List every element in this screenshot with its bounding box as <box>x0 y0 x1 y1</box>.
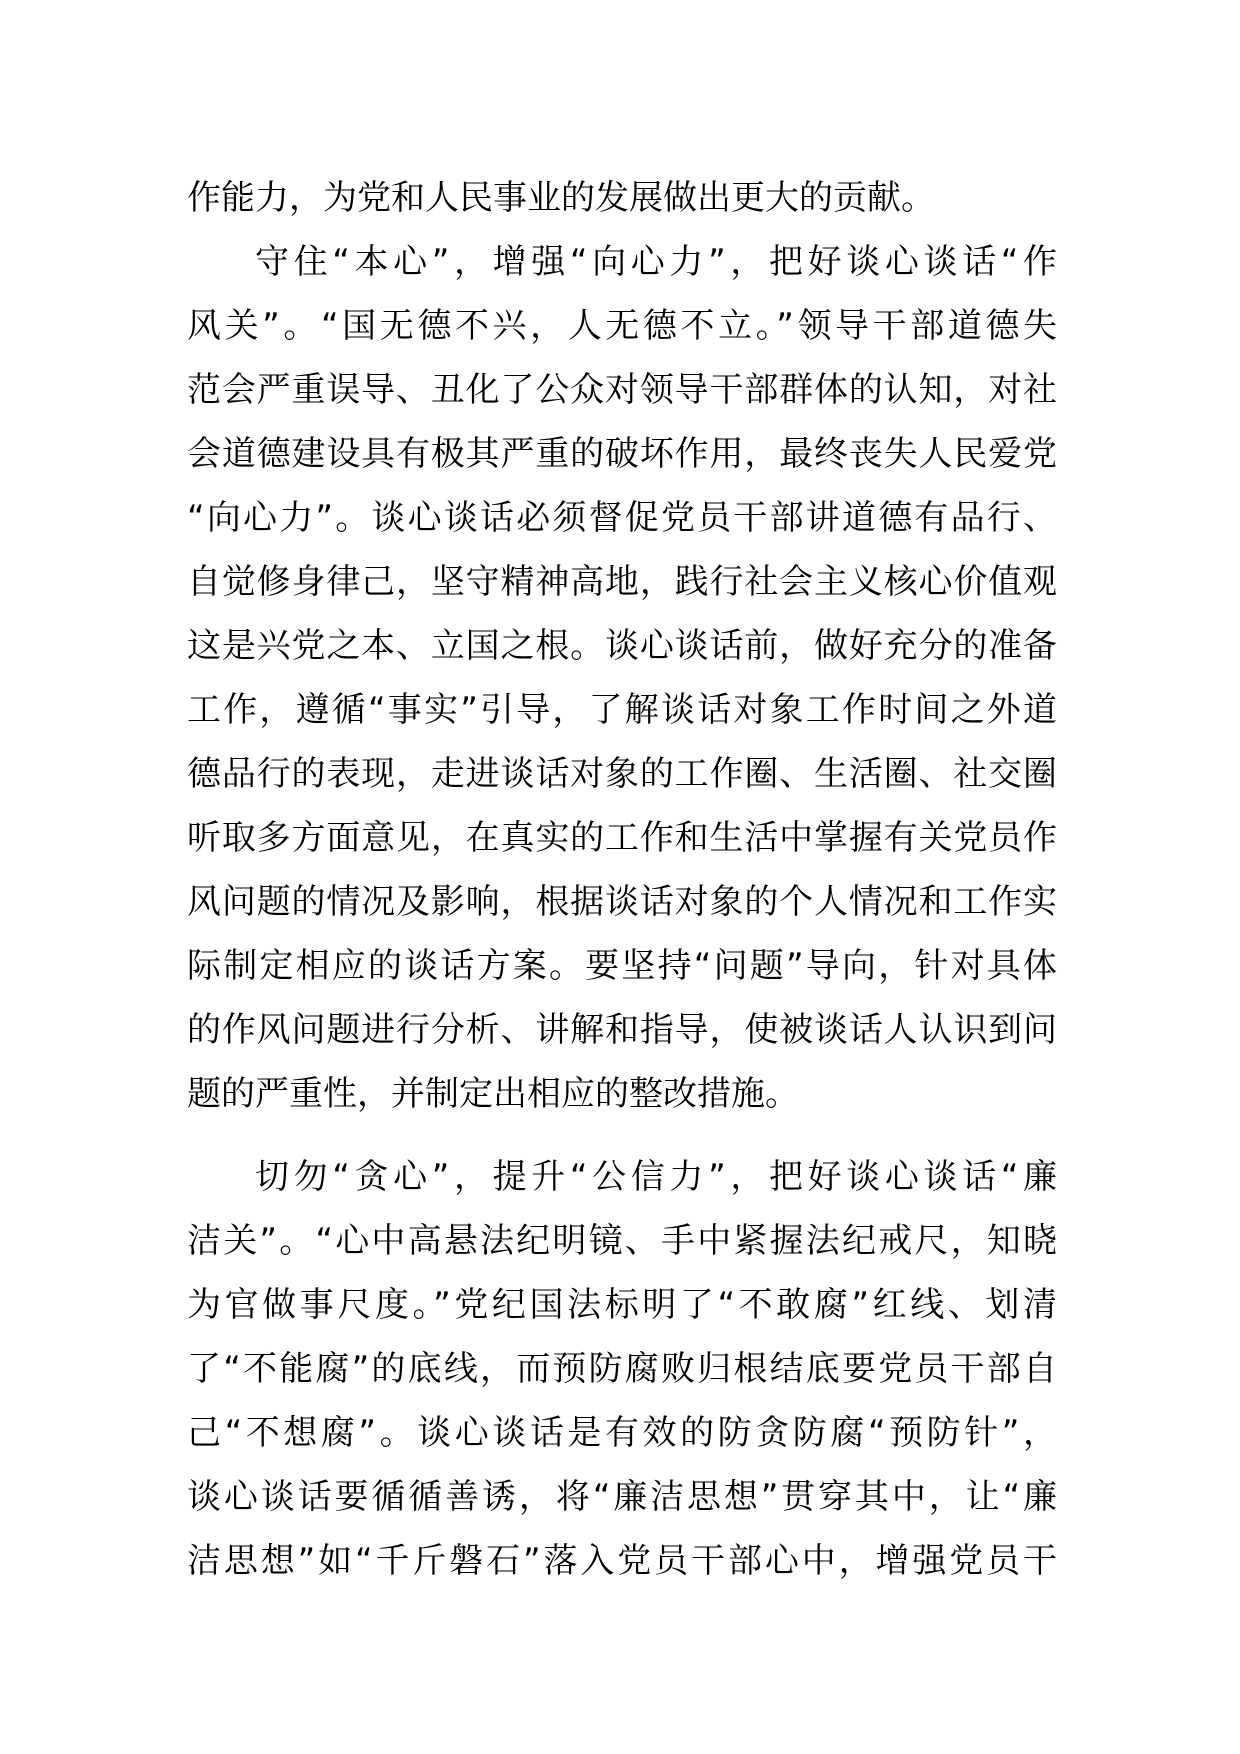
text-line: 工作，遵循“事实”引导，了解谈话对象工作时间之外道 <box>187 690 1057 730</box>
text-line: 洁关”。“心中高悬法纪明镜、手中紧握法纪戒尺，知晓 <box>187 1221 1057 1261</box>
text-line: 守住“本心”，增强“向心力”，把好谈心谈话“作 <box>255 242 1057 282</box>
text-line: 切勿“贪心”，提升“公信力”，把好谈心谈话“廉 <box>255 1157 1057 1197</box>
text-line: 洁思想”如“千斤磐石”落入党员干部心中，增强党员干 <box>187 1541 1057 1581</box>
text-line: 德品行的表现，走进谈话对象的工作圈、生活圈、社交圈 <box>187 754 1057 794</box>
text-line: 范会严重误导、丑化了公众对领导干部群体的认知，对社 <box>187 370 1057 410</box>
text-line: 会道德建设具有极其严重的破坏作用，最终丧失人民爱党 <box>187 434 1057 474</box>
text-line: 作能力，为党和人民事业的发展做出更大的贡献。 <box>187 178 935 218</box>
paragraph-conduct <box>187 230 1057 1126</box>
text-line: 自觉修身律己，坚守精神高地，践行社会主义核心价值观 <box>187 562 1057 602</box>
text-line: 题的严重性，并制定出相应的整改措施。 <box>187 1074 799 1114</box>
text-line: 为官做事尺度。”党纪国法标明了“不敢腐”红线、划清 <box>187 1285 1057 1325</box>
text-line: 听取多方面意见，在真实的工作和生活中掌握有关党员作 <box>187 818 1057 858</box>
text-line: 风问题的情况及影响，根据谈话对象的个人情况和工作实 <box>187 882 1057 922</box>
paragraph-continuation <box>187 166 1057 230</box>
text-line: 的作风问题进行分析、讲解和指导，使被谈话人认识到问 <box>187 1010 1057 1050</box>
text-line: 谈心谈话要循循善诱，将“廉洁思想”贯穿其中，让“廉 <box>187 1477 1057 1517</box>
text-line: 这是兴党之本、立国之根。谈心谈话前，做好充分的准备 <box>187 626 1057 666</box>
text-line: 了“不能腐”的底线，而预防腐败归根结底要党员干部自 <box>187 1349 1057 1389</box>
text-line: “向心力”。谈心谈话必须督促党员干部讲道德有品行、 <box>187 498 1057 538</box>
text-line: 风关”。“国无德不兴，人无德不立。”领导干部道德失 <box>187 306 1057 346</box>
paragraph-integrity <box>187 1145 1057 1593</box>
text-line: 际制定相应的谈话方案。要坚持“问题”导向，针对具体 <box>187 946 1057 986</box>
text-line: 己“不想腐”。谈心谈话是有效的防贪防腐“预防针”， <box>187 1413 1057 1453</box>
